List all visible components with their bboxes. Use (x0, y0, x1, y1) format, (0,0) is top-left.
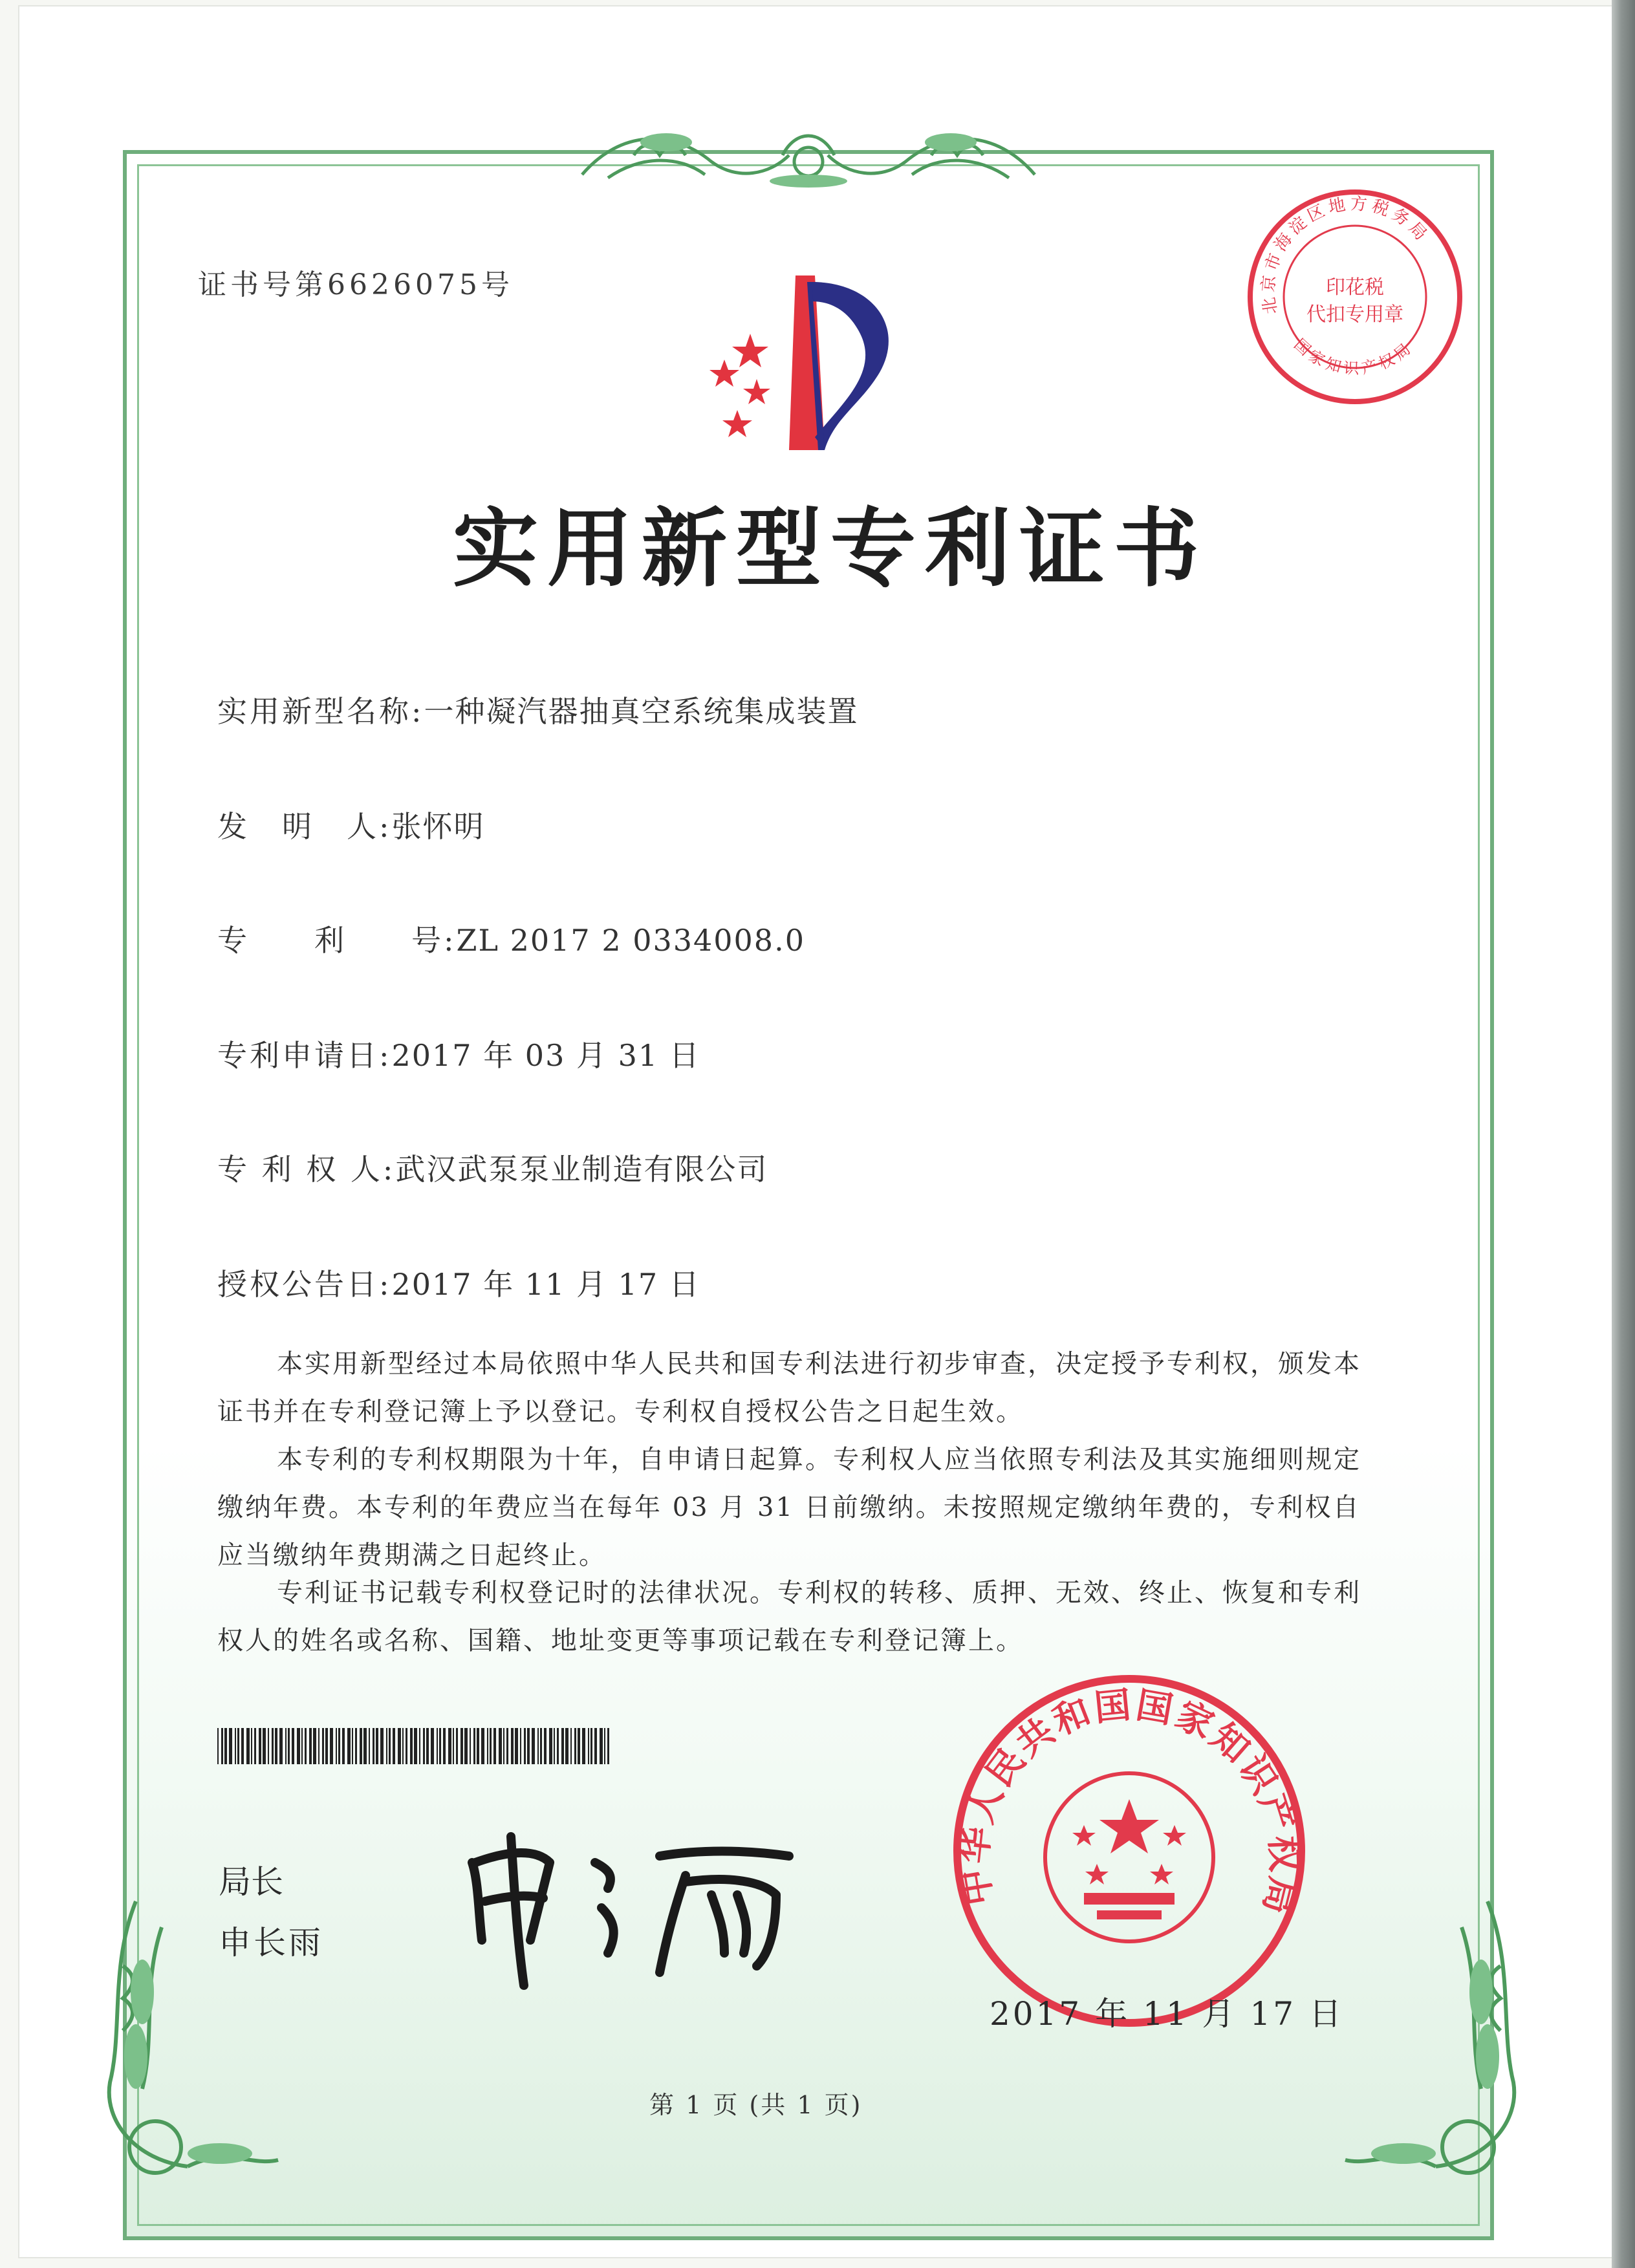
barcode-bar (313, 1728, 316, 1764)
barcode-bar (259, 1728, 261, 1764)
barcode-bar (342, 1728, 345, 1764)
barcode-bar (453, 1728, 454, 1764)
barcode-bar (594, 1728, 597, 1764)
barcode-bar (352, 1728, 353, 1764)
barcode-bar (578, 1728, 580, 1764)
barcode-bar (305, 1728, 307, 1764)
barcode-bar (237, 1728, 239, 1764)
grant-date-label: 授权公告日: (217, 1267, 392, 1302)
barcode-bar (431, 1728, 434, 1764)
barcode-bar (443, 1728, 446, 1764)
barcode-bar (473, 1728, 475, 1764)
patentee-value: 武汉武泵泵业制造有限公司 (395, 1152, 768, 1187)
field-utility-model-name (217, 688, 859, 731)
barcode-bar (448, 1728, 451, 1764)
tax-seal-icon (1242, 184, 1468, 410)
barcode-bar (549, 1728, 552, 1764)
barcode-bar (604, 1728, 605, 1764)
barcode-bar (487, 1728, 488, 1764)
barcode-bar (279, 1728, 283, 1764)
certificate-number-suffix: 号 (481, 268, 514, 301)
barcode-bar (336, 1728, 337, 1764)
barcode-bar (588, 1728, 589, 1764)
barcode-bar (574, 1728, 576, 1764)
cnipa-logo-icon (686, 263, 931, 470)
certificate-title: 实用新型专利证书 (453, 499, 1208, 599)
patentee-label: 专 利 权 人: (217, 1152, 396, 1187)
utility-model-name-value: 一种凝汽器抽真空系统集成装置 (424, 694, 859, 729)
barcode-icon (217, 1728, 618, 1764)
filing-date-value: 2017 年 03 月 31 日 (391, 1038, 700, 1073)
page-number: 第 1 页 (共 1 页) (649, 2091, 863, 2119)
barcode-bar (582, 1728, 585, 1764)
barcode-bar (363, 1728, 367, 1764)
barcode-bar (369, 1728, 370, 1764)
barcode-bar (268, 1728, 269, 1764)
grant-date-value: 2017 年 11 月 17 日 (391, 1267, 700, 1302)
tax-seal-outer-text: 北京市海淀区地方税务局 (1259, 194, 1433, 316)
barcode-bar (285, 1728, 287, 1764)
patent-number-label: 专 利 号: (217, 923, 457, 958)
barcode-bar (410, 1728, 413, 1764)
barcode-bar (439, 1728, 441, 1764)
barcode-bar (373, 1728, 374, 1764)
barcode-bar (398, 1728, 401, 1764)
barcode-bar (347, 1728, 351, 1764)
barcode-bar (456, 1728, 458, 1764)
tax-seal-bottom-text: 国家知识产权局 (1290, 335, 1417, 378)
barcode-bar (297, 1728, 300, 1764)
certificate-number-label: 证书号第 (198, 268, 327, 301)
inventor-value: 张怀明 (391, 809, 485, 844)
field-patentee (217, 1146, 768, 1189)
certificate-number (198, 261, 514, 303)
barcode-bar (393, 1728, 395, 1764)
top-ornament-icon (569, 116, 1048, 194)
issue-date: 2017 年 11 月 17 日 (990, 1995, 1344, 2033)
barcode-bar (554, 1728, 555, 1764)
barcode-bar (229, 1728, 232, 1764)
body-paragraph-3: 专利证书记载专利权登记时的法律状况。专利权的转移、质押、无效、终止、恢复和专利权人的姓名或名称、国籍、地址变更等事项记载在专利登记簿上。 (217, 1578, 1361, 1656)
barcode-bar (532, 1728, 535, 1764)
handwritten-signature-icon (453, 1824, 815, 1992)
barcode-bar (515, 1728, 518, 1764)
barcode-bar (493, 1728, 496, 1764)
barcode-bar (537, 1728, 539, 1764)
body-paragraph-2: 本专利的专利权期限为十年，自申请日起算。专利权人应当依照专利法及其实施细则规定缴纳年费。本专利的年费应当在每年 03 月 31 日前缴纳。未按照规定缴纳年费的，专利权自应当缴纳年费期满之日起终止。 (217, 1445, 1361, 1570)
barcode-bar (241, 1728, 244, 1764)
barcode-bar (499, 1728, 502, 1764)
director-title: 局长 (219, 1863, 283, 1901)
barcode-bar (470, 1728, 471, 1764)
filing-date-label: 专利申请日: (217, 1038, 392, 1073)
barcode-bar (565, 1728, 568, 1764)
barcode-bar (318, 1728, 319, 1764)
barcode-bar (511, 1728, 514, 1764)
bottom-right-ornament-icon (1332, 1888, 1526, 2186)
office-seal-text: 中华人民共和国国家知识产权局 (953, 1683, 1305, 1921)
barcode-bar (360, 1728, 362, 1764)
director-name: 申长雨 (219, 1924, 323, 1961)
barcode-bar (426, 1728, 429, 1764)
body-paragraph-1: 本实用新型经过本局依照中华人民共和国专利法进行初步审查，决定授予专利权，颁发本证书并在专利登记簿上予以登记。专利权自授权公告之日起生效。 (217, 1349, 1361, 1427)
barcode-bar (527, 1728, 530, 1764)
barcode-bar (561, 1728, 564, 1764)
national-emblem-seal-icon (948, 1670, 1310, 2032)
barcode-bar (600, 1728, 603, 1764)
field-inventor (217, 803, 485, 846)
barcode-bar (607, 1728, 609, 1764)
barcode-bar (338, 1728, 340, 1764)
barcode-bar (414, 1728, 417, 1764)
field-grant-date (217, 1261, 700, 1304)
barcode-bar (330, 1728, 333, 1764)
barcode-bar (540, 1728, 542, 1764)
barcode-bar (272, 1728, 274, 1764)
barcode-bar (423, 1728, 425, 1764)
svg-text:国家知识产权局 (1290, 335, 1416, 378)
barcode-bar (217, 1728, 219, 1764)
barcode-bar (292, 1728, 294, 1764)
barcode-bar (481, 1728, 484, 1764)
field-patent-number (217, 917, 805, 960)
field-filing-date (217, 1032, 700, 1075)
barcode-bar (221, 1728, 223, 1764)
barcode-bar (590, 1728, 592, 1764)
barcode-bar (477, 1728, 479, 1764)
barcode-bar (251, 1728, 252, 1764)
tax-seal-line1: 印花税 (1326, 276, 1384, 299)
barcode-bar (288, 1728, 290, 1764)
barcode-bar (380, 1728, 384, 1764)
barcode-bar (263, 1728, 266, 1764)
barcode-bar (520, 1728, 521, 1764)
barcode-bar (275, 1728, 277, 1764)
barcode-bar (355, 1728, 357, 1764)
patent-number-value: ZL 2017 2 0334008.0 (456, 923, 805, 958)
barcode-bar (506, 1728, 508, 1764)
barcode-bar (325, 1728, 328, 1764)
barcode-bar (524, 1728, 526, 1764)
barcode-bar (254, 1728, 256, 1764)
inventor-label: 发 明 人: (217, 809, 392, 844)
barcode-bar (246, 1728, 250, 1764)
barcode-bar (389, 1728, 391, 1764)
barcode-bar (376, 1728, 378, 1764)
barcode-bar (322, 1728, 324, 1764)
barcode-bar (544, 1728, 547, 1764)
barcode-bar (464, 1728, 468, 1764)
barcode-bar (402, 1728, 404, 1764)
barcode-bar (460, 1728, 463, 1764)
barcode-bar (419, 1728, 420, 1764)
barcode-bar (503, 1728, 504, 1764)
scan-edge (1612, 0, 1635, 2268)
barcode-bar (437, 1728, 438, 1764)
barcode-bar (570, 1728, 572, 1764)
barcode-bar (309, 1728, 312, 1764)
barcode-bar (301, 1728, 303, 1764)
barcode-bar (406, 1728, 407, 1764)
certificate-number-value: 6626075 (327, 268, 481, 301)
tax-seal-line2: 代扣专用章 (1306, 303, 1403, 326)
barcode-bar (557, 1728, 559, 1764)
barcode-bar (235, 1728, 236, 1764)
utility-model-name-label: 实用新型名称: (217, 694, 424, 729)
barcode-bar (490, 1728, 492, 1764)
barcode-bar (386, 1728, 387, 1764)
barcode-bar (224, 1728, 227, 1764)
